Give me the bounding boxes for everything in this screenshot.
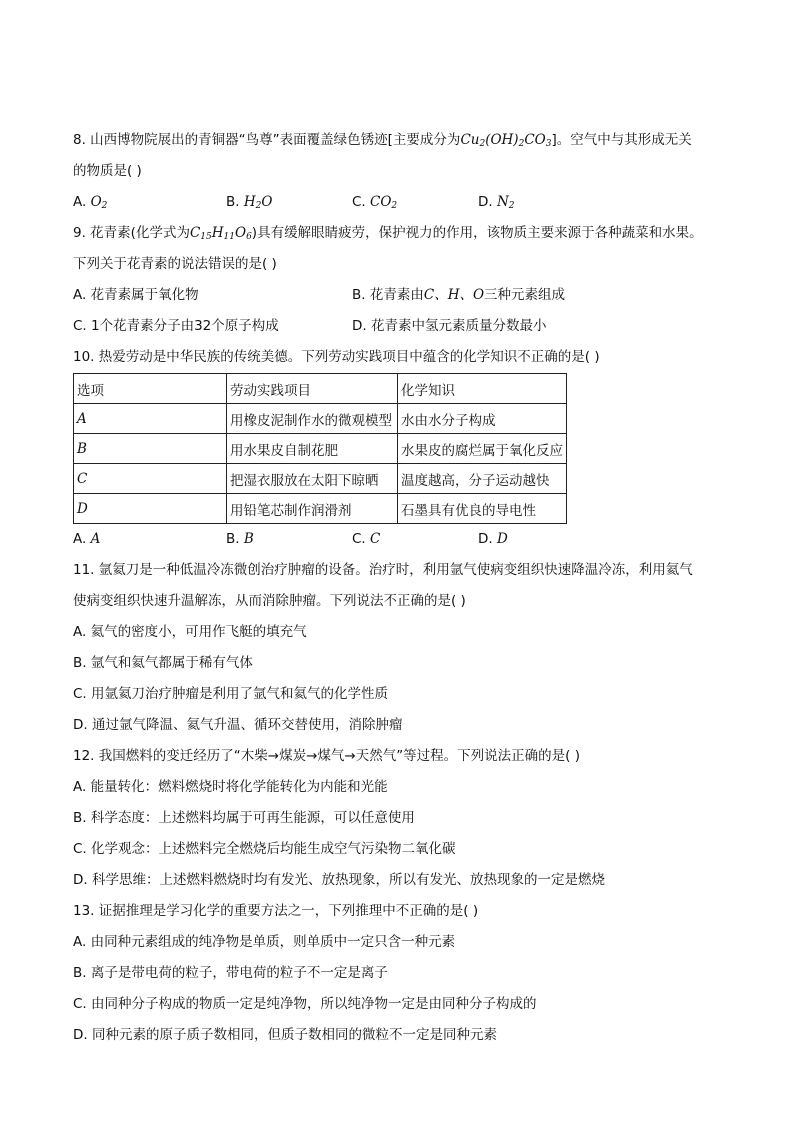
q13-stem: 13. 证据推理是学习化学的重要方法之一，下列推理中不正确的是( ) <box>73 903 479 919</box>
q10-option-a[interactable]: A. A <box>73 531 101 547</box>
q9-option-a[interactable]: A. 花青素属于氧化物 <box>73 287 199 303</box>
q12-option-a[interactable]: A. 能量转化：燃料燃烧时将化学能转化为内能和光能 <box>73 779 388 795</box>
q11-option-d[interactable]: D. 通过氩气降温、氦气升温、循环交替使用，消除肿瘤 <box>73 717 403 733</box>
q9-stem-line1: 9. 花青素(化学式为$C_{15}H_{11}O_6$)具有缓解眼睛疲劳，保护视力的作用，该物质主要来源于各种蔬菜和水果。 <box>73 225 703 242</box>
table-row <box>74 464 567 494</box>
q8-option-c[interactable]: C. $CO_2$ <box>352 194 398 211</box>
table-cell: 用水果皮自制花肥 <box>227 434 398 464</box>
q11-stem-line1: 11. 氩氦刀是一种低温冷冻微创治疗肿瘤的设备。治疗时，利用氩气使病变组织快速降温冷冻，利用氦气 <box>73 562 693 578</box>
q10-option-b[interactable]: B. B <box>226 531 254 547</box>
table-cell: B <box>74 434 227 464</box>
q11-option-c[interactable]: C. 用氩氦刀治疗肿瘤是利用了氩气和氦气的化学性质 <box>73 686 389 702</box>
q8-formula: $Cu_2(OH)_2CO_3$ <box>460 132 552 149</box>
q11-option-b[interactable]: B. 氩气和氦气都属于稀有气体 <box>73 655 253 671</box>
q8-option-a[interactable]: A. $O_2$ <box>73 194 108 211</box>
table-cell: 把湿衣服放在太阳下晾晒 <box>227 464 398 494</box>
table-cell: 水由水分子构成 <box>398 404 567 434</box>
q12-stem: 12. 我国燃料的变迁经历了“木柴→煤炭→煤气→天然气”等过程。下列说法正确的是( ) <box>73 748 581 764</box>
q9-stem-line2: 下列关于花青素的说法错误的是( ) <box>73 256 277 272</box>
q13-option-b[interactable]: B. 离子是带电荷的粒子，带电荷的粒子不一定是离子 <box>73 965 388 981</box>
table-cell: 石墨具有优良的导电性 <box>398 494 567 524</box>
table-header-cell: 劳动实践项目 <box>227 374 398 404</box>
table-row <box>74 494 567 524</box>
q9-option-d[interactable]: D. 花青素中氢元素质量分数最小 <box>352 318 547 334</box>
q8-option-b[interactable]: B. $H_2O$ <box>226 194 273 211</box>
q12-option-b[interactable]: B. 科学态度：上述燃料均属于可再生能源，可以任意使用 <box>73 810 415 826</box>
q8-stem-line2: 的物质是( ) <box>73 163 142 179</box>
q9-option-b[interactable]: B. 花青素由C、H、O三种元素组成 <box>352 287 566 303</box>
q10-stem: 10. 热爱劳动是中华民族的传统美德。下列劳动实践项目中蕴含的化学知识不正确的是( ) <box>73 349 600 365</box>
q11-stem-line2: 使病变组织快速升温解冻，从而消除肿瘤。下列说法不正确的是( ) <box>73 593 466 609</box>
table-cell: D <box>74 494 227 524</box>
q13-option-a[interactable]: A. 由同种元素组成的纯净物是单质，则单质中一定只含一种元素 <box>73 934 456 950</box>
q10-option-d[interactable]: D. D <box>478 531 508 547</box>
q8-stem-line1 <box>73 125 733 156</box>
table-cell: A <box>74 404 227 434</box>
table-cell: 用铅笔芯制作润滑剂 <box>227 494 398 524</box>
q12-option-c[interactable]: C. 化学观念：上述燃料完全燃烧后均能生成空气污染物二氧化碳 <box>73 841 456 857</box>
table-header-cell: 选项 <box>74 374 227 404</box>
q10-options <box>73 524 733 555</box>
q10-table <box>73 373 567 524</box>
q8-option-d[interactable]: D. $N_2$ <box>478 194 515 211</box>
q10-option-c[interactable]: C. C <box>352 531 381 547</box>
q9-option-c[interactable]: C. 1个花青素分子由32个原子构成 <box>73 318 279 334</box>
exam-page <box>73 125 733 1051</box>
table-header-row <box>74 374 567 404</box>
q8-stem-text: 8. 山西博物院展出的青铜器“鸟尊”表面覆盖绿色锈迹[主要成分为 <box>73 132 461 148</box>
q11-option-a[interactable]: A. 氦气的密度小，可用作飞艇的填充气 <box>73 624 307 640</box>
q12-option-d[interactable]: D. 科学思维：上述燃料燃烧时均有发光、放热现象，所以有发光、放热现象的一定是燃烧 <box>73 872 605 888</box>
table-row <box>74 404 567 434</box>
table-row <box>74 434 567 464</box>
q9-options-row1 <box>73 280 733 311</box>
table-cell: 用橡皮泥制作水的微观模型 <box>227 404 398 434</box>
table-header-cell: 化学知识 <box>398 374 567 404</box>
q13-option-c[interactable]: C. 由同种分子构成的物质一定是纯净物，所以纯净物一定是由同种分子构成的 <box>73 996 537 1012</box>
q8-options <box>73 187 733 218</box>
table-cell: 温度越高，分子运动越快 <box>398 464 567 494</box>
q13-option-d[interactable]: D. 同种元素的原子质子数相同，但质子数相同的微粒不一定是同种元素 <box>73 1027 497 1043</box>
table-cell: C <box>74 464 227 494</box>
table-cell: 水果皮的腐烂属于氧化反应 <box>398 434 567 464</box>
q8-stem-text-end: ]。空气中与其形成无关 <box>551 132 692 148</box>
q9-options-row2 <box>73 311 733 342</box>
q9-formula: $C_{15}H_{11}O_6$ <box>189 225 252 242</box>
